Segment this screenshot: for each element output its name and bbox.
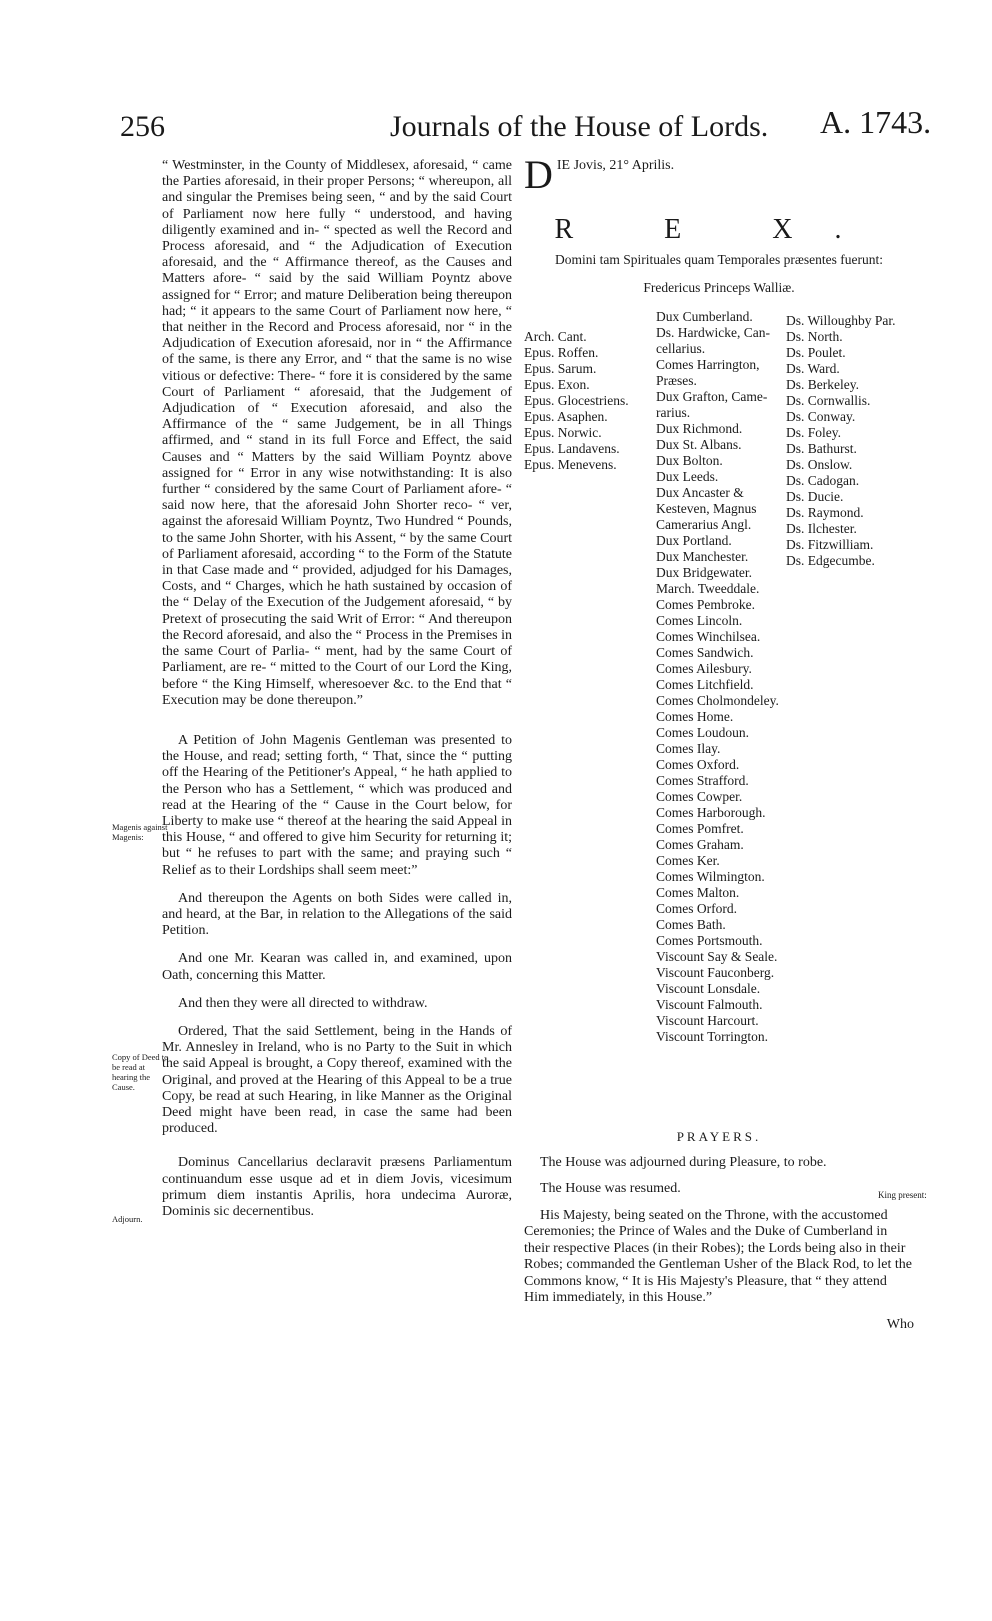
baron-entry: Ds. Cornwallis. — [786, 392, 871, 408]
temporal-lord-entry: Comes Ailesbury. — [656, 660, 752, 676]
baron-entry: Ds. Foley. — [786, 424, 842, 440]
bishop-entry: Arch. Cant. — [524, 328, 587, 344]
temporal-lord-entry: Dux Cumberland. — [656, 308, 753, 324]
bishop-entry: Epus. Glocestriens. — [524, 392, 629, 408]
temporal-lord-entry: Comes Malton. — [656, 884, 740, 900]
page-header — [0, 104, 992, 154]
temporal-lord-entry: Viscount Fauconberg. — [656, 964, 775, 980]
year-heading: A. 1743. — [820, 104, 932, 140]
baron-entry: Ds. Conway. — [786, 408, 856, 424]
barons-list — [786, 313, 895, 569]
temporal-lord-entry: Comes Cowper. — [656, 788, 743, 804]
bishop-entry: Epus. Norwic. — [524, 424, 602, 440]
baron-entry: Ds. Berkeley. — [786, 376, 859, 392]
temporal-lord-entry: Comes Lincoln. — [656, 612, 743, 628]
page-number: 256 — [120, 110, 165, 143]
temporal-lord-entry: Comes Litchfield. — [656, 676, 754, 692]
date-drop-cap: D — [524, 152, 553, 197]
temporal-lord-entry: cellarius. — [656, 340, 706, 356]
baron-entry: Ds. Ilchester. — [786, 520, 857, 536]
bishop-entry: Epus. Landavens. — [524, 440, 620, 456]
temporal-lord-entry: Dux Ancaster & — [656, 484, 744, 500]
temporal-lord-entry: Comes Graham. — [656, 836, 744, 852]
temporal-lord-entry: Viscount Falmouth. — [656, 996, 763, 1012]
baron-entry: Ds. Bathurst. — [786, 440, 857, 456]
temporal-lord-entry: Comes Oxford. — [656, 756, 740, 772]
temporal-lord-entry: March. Tweeddale. — [656, 580, 760, 596]
journal-title: Journals of the House of Lords. — [390, 110, 769, 143]
bishop-entry: Epus. Roffen. — [524, 344, 599, 360]
judgement-quote: “ Westminster, in the County of Middlesex, aforesaid, “ came the Parties aforesaid, in their proper Persons; “ whereupon, all and singular the Premises being seen, “ and by the said Court of Parliament now here fully “ understood, and having diligently examined and in- “ spected as well the Record and Process aforesaid, and “ the Adjudication of Execution aforesaid, and the “ Affirmance thereof, as the Causes and Matters afore- “ said by the said William Poyntz above assigned for “ Error; and mature Deliberation being thereupon had; “ it appears to the same Court of Parliament now here, “ that neither in the Record and Process aforesaid, nor “ in the Adjudication of Execution aforesaid, nor in “ the Affirmance of the same, is there any Error, and “ that the same is no wise vitious or defective: There- “ fore it is considered by the same Court of Parliament “ aforesaid, that the Judgement of Adjudication of “ Execution aforesaid, and also the Affirmance of the “ same Judgement, be in all Things affirmed, and “ stand in its full Force and Effect, the said Causes and “ Matters by the said William Poyntz above assigned for “ Error in any wise notwithstanding: It is also further “ considered by the same Court of Parliament afore- “ said now here, that the aforesaid John Shorter reco- “ ver, against the aforesaid William Poyntz, Two Hundred “ Pounds, to the same John Shorter, with his Assent, “ by the same Court of Parliament aforesaid, according “ to the Form of the Statute in that Case made and “ provided, adjudged for his Damages, Costs, and “ Charges, which he hath sustained by occasion of the “ Delay of the Execution of the Judgement aforesaid, “ by Pretext of prosecuting the said Writ of Error: “ And thereupon the Record aforesaid, and also the “ Process in the Premises in the same Court of Parlia- “ ment, had by the same Court of Parliament, are re- “ mitted to the Court of our Lord the King, before “ the King Himself, wheresoever &c. to the End that “ Execution may be done thereupon.” — [162, 158, 512, 708]
temporal-lord-entry: Dux Leeds. — [656, 468, 719, 484]
baron-entry: Ds. Cadogan. — [786, 472, 860, 488]
bishop-entry: Epus. Menevens. — [524, 456, 617, 472]
rex-heading: R E X. — [554, 214, 884, 245]
temporal-lord-entry: Comes Loudoun. — [656, 724, 749, 740]
temporal-lord-entry: rarius. — [656, 404, 691, 420]
baron-entry: Ds. Edgecumbe. — [786, 552, 875, 568]
temporal-lord-entry: Comes Ker. — [656, 852, 720, 868]
temporal-lord-entry: Comes Orford. — [656, 900, 737, 916]
temporal-lord-entry: Comes Cholmondeley. — [656, 692, 779, 708]
temporal-lord-entry: Comes Portsmouth. — [656, 932, 763, 948]
magenis-petition: A Petition of John Magenis Gentleman was presented to the House, and read; setting forth, “ That, since the “ putting off the Hearing of the Petitioner's Appeal, “ he hath applied to the Person who has a Settlement, “ which was produced and read at the Hearing of the “ Cause in the Court below, for Liberty to make use “ thereof at the hearing the said Appeal in this House, “ and offered to give him Security for returning it; but “ he refuses to part with the same; and praying such “ Relief as to their Lordships shall seem meet:” — [162, 732, 512, 878]
adjourned-to-robe: The House was adjourned during Pleasure, to robe. — [540, 1154, 827, 1170]
bishop-entry: Epus. Exon. — [524, 376, 590, 392]
baron-entry: Ds. Onslow. — [786, 456, 853, 472]
temporal-lord-entry: Dux St. Albans. — [656, 436, 742, 452]
temporal-lord-entry: Viscount Say & Seale. — [656, 948, 778, 964]
temporal-lord-entry: Comes Harborough. — [656, 804, 766, 820]
date-text: IE Jovis, 21° Aprilis. — [556, 158, 675, 173]
baron-entry: Ds. Ducie. — [786, 488, 844, 504]
margin-note-king-present: King present: — [878, 1190, 927, 1200]
bishops-list — [524, 329, 629, 473]
temporal-lord-entry: Comes Pomfret. — [656, 820, 744, 836]
temporal-lord-entry: Dux Bridgewater. — [656, 564, 752, 580]
temporal-lord-entry: Viscount Lonsdale. — [656, 980, 761, 996]
temporal-lord-entry: Comes Harrington, — [656, 356, 760, 372]
temporal-lord-entry: Comes Bath. — [656, 916, 726, 932]
margin-note-copy-deed: Copy of Deed to be read at hearing the Cause. — [112, 1052, 169, 1092]
temporal-lord-entry: Kesteven, Magnus — [656, 500, 757, 516]
bishop-entry: Epus. Asaphen. — [524, 408, 608, 424]
prince-of-wales: Fredericus Princeps Walliæ. — [643, 280, 795, 296]
temporal-lord-entry: Dux Manchester. — [656, 548, 749, 564]
temporal-lord-entry: Præses. — [656, 372, 697, 388]
temporal-lord-entry: Dux Richmond. — [656, 420, 743, 436]
temporal-lord-entry: Ds. Hardwicke, Can- — [656, 324, 770, 340]
house-resumed: The House was resumed. — [540, 1181, 681, 1197]
temporal-lord-entry: Dux Portland. — [656, 532, 732, 548]
baron-entry: Ds. Raymond. — [786, 504, 864, 520]
temporal-lord-entry: Comes Sandwich. — [656, 644, 754, 660]
kearan-examined: And one Mr. Kearan was called in, and examined, upon Oath, concerning this Matter. — [162, 951, 512, 983]
temporal-lord-entry: Comes Pembroke. — [656, 596, 755, 612]
adjournment-latin: Dominus Cancellarius declaravit præsens Parliamentum continuandum esse usque ad et in diem Jovis, vicesimum primum diem instantis Aprilis, hora undecima Auroræ, Dominis sic decernentibus. — [162, 1155, 512, 1219]
baron-entry: Ds. Poulet. — [786, 344, 846, 360]
temporal-lord-entry: Comes Wilmington. — [656, 868, 765, 884]
bishop-entry: Epus. Sarum. — [524, 360, 597, 376]
baron-entry: Ds. Fitzwilliam. — [786, 536, 874, 552]
temporal-lord-entry: Comes Home. — [656, 708, 734, 724]
margin-note-magenis: Magenis against Magenis: — [112, 822, 168, 842]
prayers-heading: PRAYERS. — [676, 1128, 762, 1144]
baron-entry: Ds. Willoughby Par. — [786, 312, 896, 328]
temporal-lord-entry: Dux Grafton, Came- — [656, 388, 768, 404]
order-settlement: Ordered, That the said Settlement, being in the Hands of Mr. Annesley in Ireland, who is no Party to the Suit in which the said Appeal is brought, a Copy thereof, examined with the Original, and proved at the Hearing of this Appeal to be a true Copy, be read at such Hearing, in like Manner as the Original Deed might have been read, in case the same had been produced. — [162, 1023, 512, 1137]
sitting-date — [524, 152, 914, 197]
his-majesty-seated: His Majesty, being seated on the Throne, with the accustomed Ceremonies; the Prince of Wales and the Duke of Cumberland in their respective Places (in their Robes); the Lords being also in their Robes; commanded the Gentleman Usher of the Black Rod, to let the Commons know, “ It is His Majesty's Pleasure, that “ they attend Him immediately, in this House.” — [524, 1207, 913, 1306]
temporal-lord-entry: Viscount Harcourt. — [656, 1012, 759, 1028]
temporal-lords-list — [656, 309, 779, 1045]
temporal-lord-entry: Camerarius Angl. — [656, 516, 752, 532]
temporal-lord-entry: Viscount Torrington. — [656, 1028, 768, 1044]
agents-heard: And thereupon the Agents on both Sides were called in, and heard, at the Bar, in relation to the Allegations of the said Petition. — [162, 890, 512, 939]
temporal-lord-entry: Comes Winchilsea. — [656, 628, 761, 644]
temporal-lord-entry: Dux Bolton. — [656, 452, 723, 468]
catchword: Who — [886, 1316, 914, 1332]
temporal-lord-entry: Comes Strafford. — [656, 772, 749, 788]
lords-present-heading: Domini tam Spirituales quam Temporales præsentes fuerunt: — [555, 252, 883, 268]
baron-entry: Ds. Ward. — [786, 360, 840, 376]
right-column — [524, 152, 914, 1333]
attendance-lists — [524, 308, 914, 1044]
left-column — [162, 158, 512, 1232]
directed-withdraw: And then they were all directed to withdraw. — [178, 995, 428, 1011]
margin-note-adjourn: Adjourn. — [112, 1214, 143, 1224]
baron-entry: Ds. North. — [786, 328, 843, 344]
temporal-lord-entry: Comes Ilay. — [656, 740, 721, 756]
